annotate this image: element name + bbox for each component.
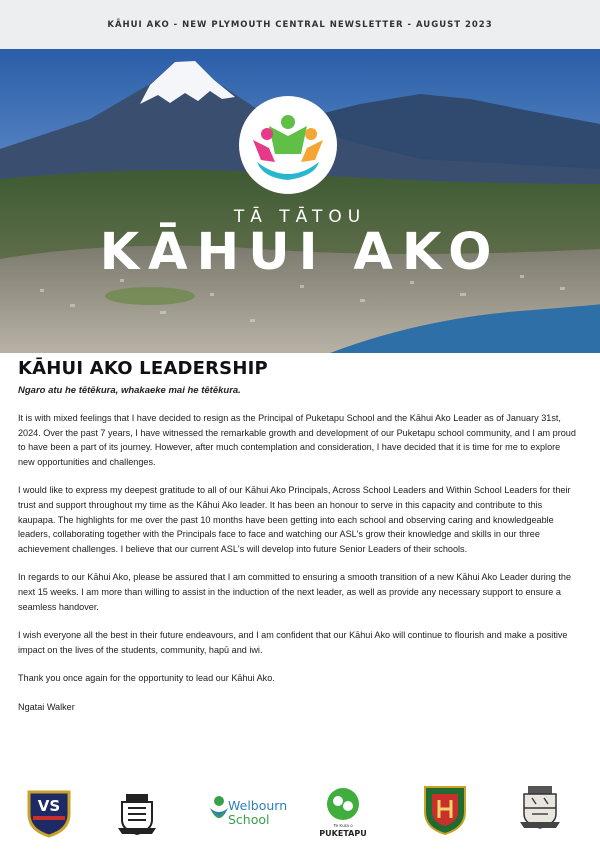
article xyxy=(18,358,578,715)
article-paragraph: It is with mixed feelings that I have decided to resign as the Principal of Puketapu School and the Kāhui Ako Leader as of January 31st, 2024. Over the past 7 years, I have witnessed the remarkable growth and development of our Puketapu school community, and I am proud to have been a part of its journey. However, after much contemplation and consideration, I have decided that it is time for me to explore new opportunities and challenges. xyxy=(18,413,576,467)
newsletter-header xyxy=(0,0,600,49)
school-logos-row xyxy=(0,772,600,842)
article-paragraph: Thank you once again for the opportunity to lead our Kāhui Ako. xyxy=(18,673,275,684)
puketapu-small-text: Te Kura o xyxy=(333,823,353,828)
article-paragraph: In regards to our Kāhui Ako, please be assured that I am committed to ensuring a smooth transition of a new Kāhui Ako Leader during the next 15 weeks. I am more than willing to assist in the induction of the next leader, as well as provide any necessary support to ensure a seamless handover. xyxy=(18,572,572,612)
welbourn-school-word: School xyxy=(228,812,270,827)
green-shield-icon xyxy=(422,784,468,836)
article-paragraph: I would like to express my deepest gratitude to all of our Kāhui Ako Principals, Across School Leaders and Within School Leaders for their trust and support throughout my time as the Kāhui Ako leader. It has been an honour to serve in this capacity and contribute to this kaupapa. The highlights for me over the past 10 months have been getting into each school and observing caring and knowledgeable leaders, collaborating together with the Principals face to face and watching our ASL's grow their knowledge and skills in our three achievement challenges. I believe that our current ASL's will develop into future Senior Leaders of their schools. xyxy=(18,485,571,554)
welbourn-school-logo xyxy=(208,792,288,832)
crest-icon xyxy=(118,792,156,836)
welbourn-name: Welbourn xyxy=(228,798,288,813)
article-signature: Ngatai Walker xyxy=(18,701,75,712)
hero-subtitle: TĀ TĀTOU xyxy=(233,207,367,227)
vs-logo-text: VS xyxy=(37,797,61,815)
article-heading: KĀHUI AKO LEADERSHIP xyxy=(18,358,268,379)
header-text: KĀHUI AKO - NEW PLYMOUTH CENTRAL NEWSLETTER - AUGUST 2023 xyxy=(107,19,493,30)
green-shield-school-logo xyxy=(422,784,468,836)
article-paragraph: I wish everyone all the best in their future endeavours, and I am confident that our Kāhui Ako will continue to flourish and make a positive impact on the lives of the students, community, hapū and iwi. xyxy=(18,630,568,655)
puketapu-school-logo xyxy=(318,786,368,842)
kahui-ako-logo xyxy=(239,96,337,194)
puketapu-name: PUKETAPU xyxy=(319,829,367,838)
castle-crest-school-logo xyxy=(518,784,562,830)
people-logo-icon xyxy=(239,96,337,194)
crest-school-logo xyxy=(118,792,156,836)
puketapu-circle-icon xyxy=(325,786,361,822)
vs-school-logo xyxy=(25,788,73,838)
mountain-landscape-image xyxy=(0,49,600,353)
hero-title: KĀHUI AKO xyxy=(99,223,501,282)
article-motto: Ngaro atu he tētēkura, whakaeke mai he tētēkura. xyxy=(18,385,241,396)
hero-banner xyxy=(0,49,600,353)
castle-crest-icon xyxy=(518,784,562,830)
welbourn-leaf-icon xyxy=(208,794,230,828)
